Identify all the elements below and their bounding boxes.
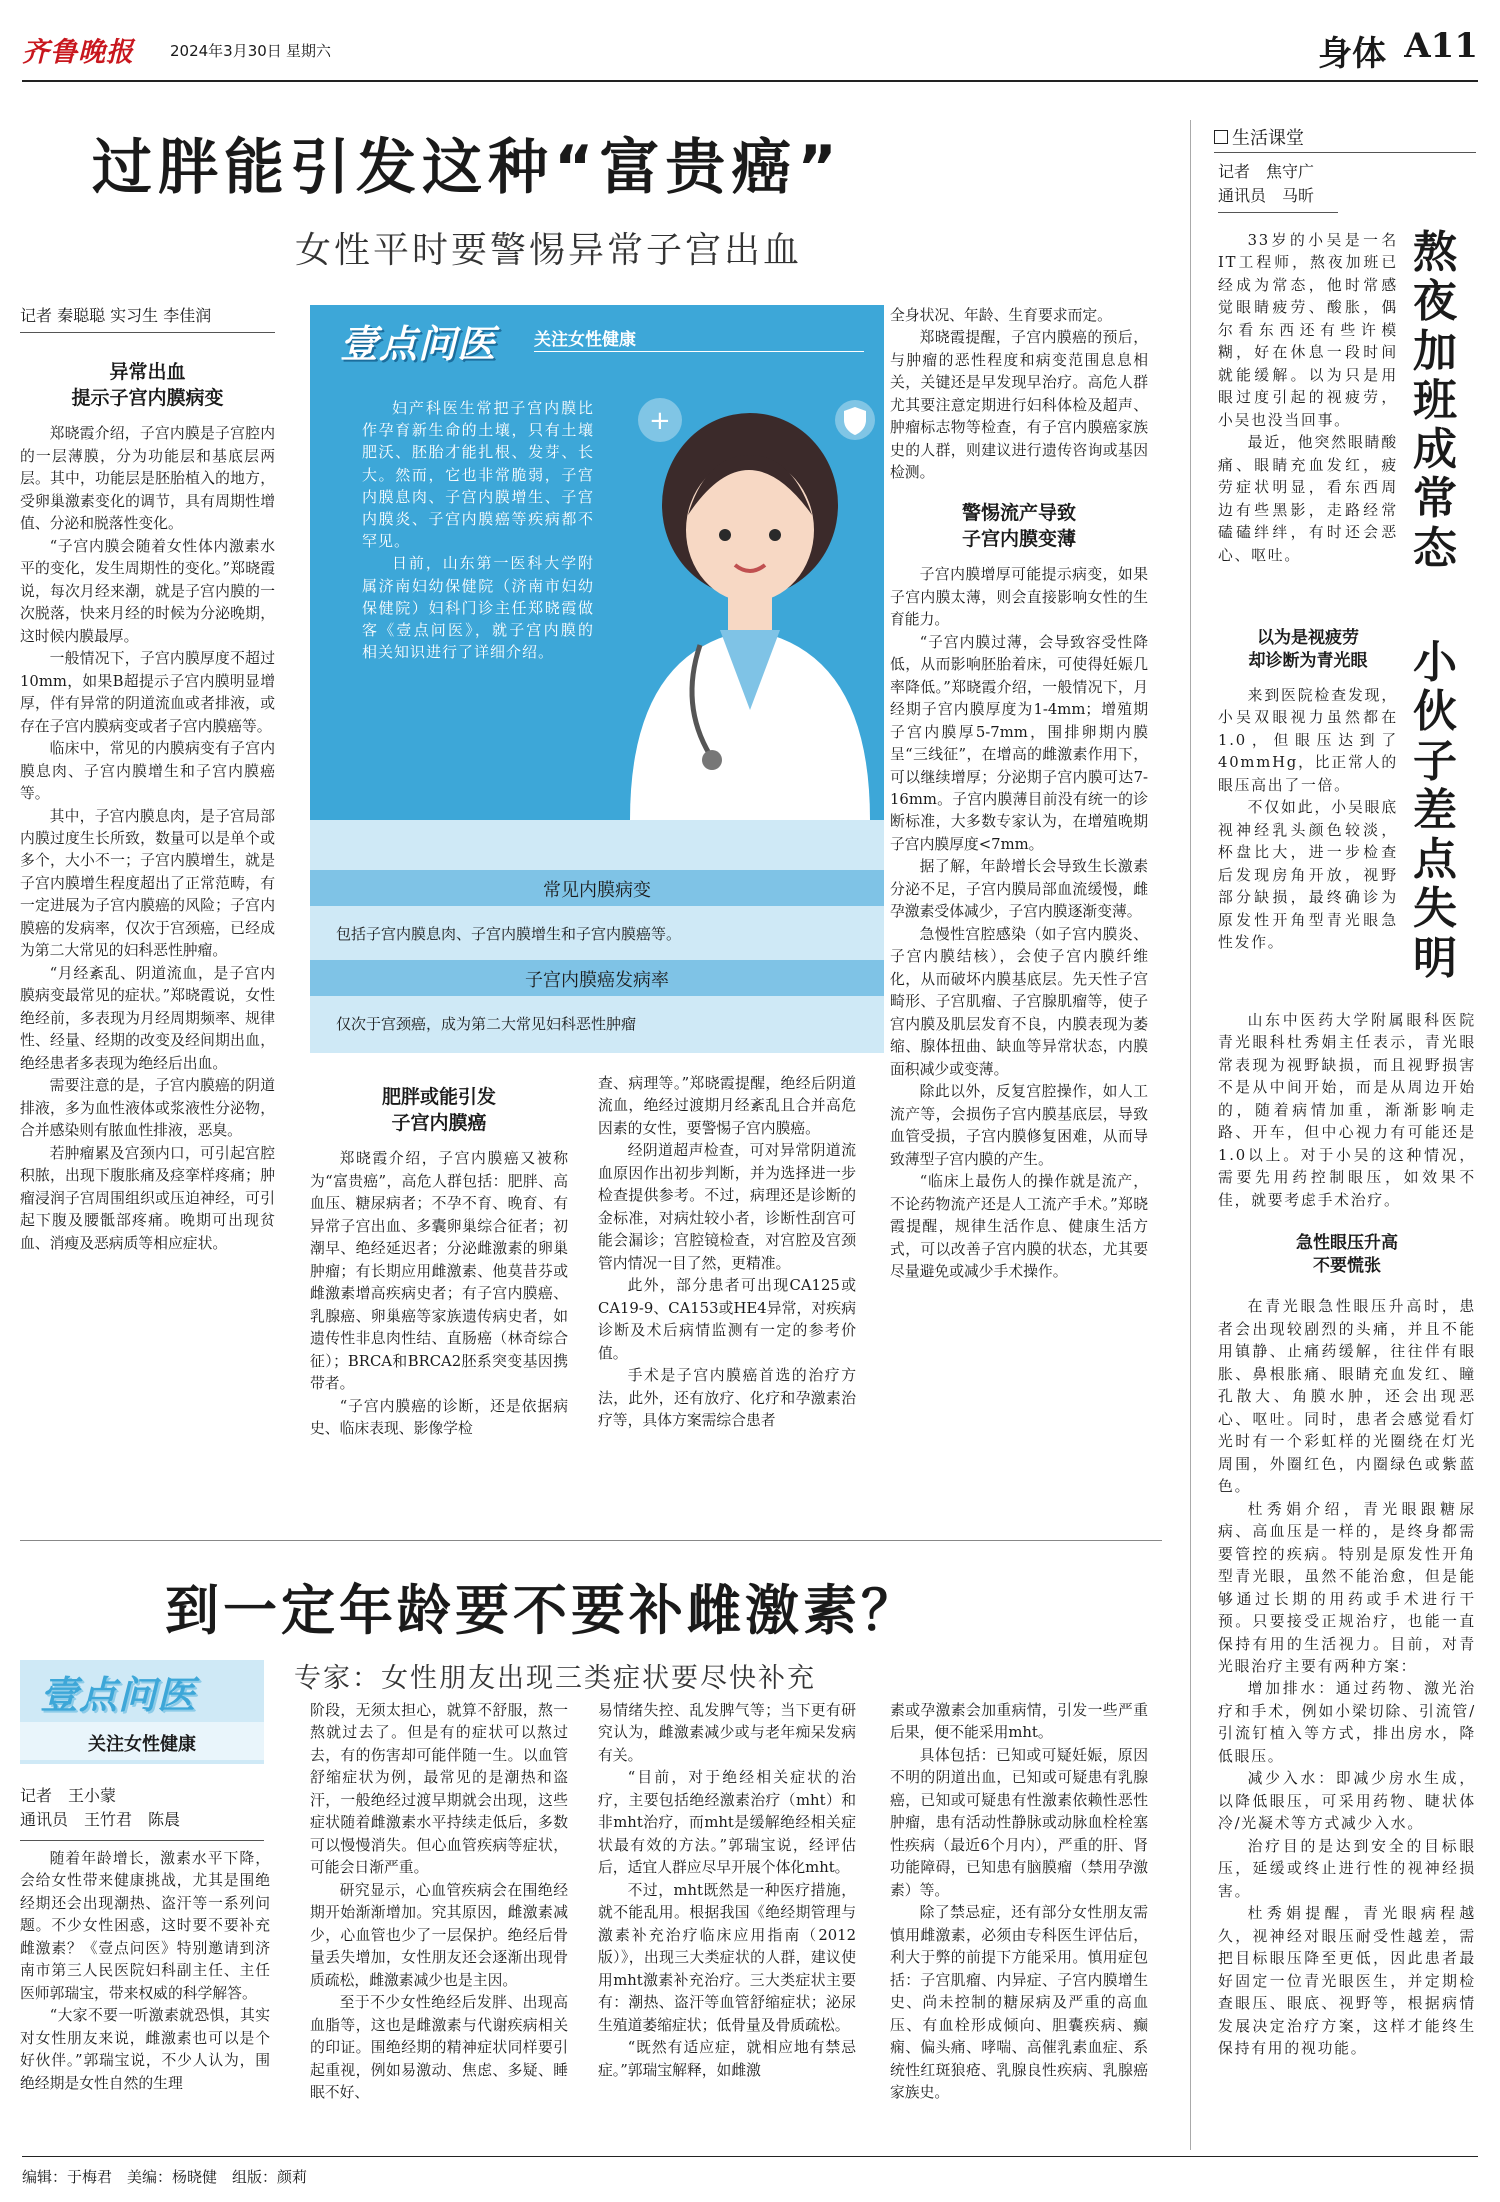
sidebar-divider [1190, 120, 1191, 2150]
paragraph: “月经紊乱、阴道流血，是子宫内膜病变最常见的症状。”郑晓霞说，女性绝经前，多表现为月经周期频率、规律性、经量、经期的改变及经间期出血，绝经患者多表现为绝经后出血。 [20, 964, 275, 1072]
paragraph: 急慢性宫腔感染（如子宫内膜炎、子宫内膜结核），会使子宫内膜纤维化，从而破坏内膜基底层。先天性子宫畸形、子宫肌瘤、子宫腺肌瘤等，使子宫内膜及肌层发育不良，内膜表现为萎缩、腺体扭曲、缺血等异常状态，内膜面积减少或变薄。 [890, 925, 1148, 1078]
article1-title: 过胖能引发这种“富贵癌” [92, 133, 843, 203]
box-intro [362, 397, 594, 663]
sidebar-title-2: 小 伙 子 差 点 失 明 [1413, 637, 1457, 984]
box-v2: 仅次于宫颈癌，成为第二大常见妇科恶性肿瘤 [336, 1015, 637, 1033]
paragraph: 具体包括：已知或可疑妊娠，原因不明的阴道出血，已知或可疑患有乳腺癌，已知或可疑患有性激素依赖性恶性肿瘤，患有活动性静脉或动脉血栓栓塞性疾病（最近6个月内），严重的肝、肾功能障碍，已知患有脑膜瘤（禁用孕激素）等。 [890, 1746, 1148, 1899]
article2-rule-top [20, 1540, 1162, 1541]
paragraph: 郑晓霞介绍，子宫内膜是子宫腔内的一层薄膜，分为功能层和基底层两层。其中，功能层是胚胎植入的地方，受卵巢激素变化的调节，具有周期性增值、分泌和脱落性变化。 [20, 425, 275, 533]
sidebar-tag-rule [1214, 152, 1476, 153]
info-box [310, 305, 884, 1053]
sidebar-paragraph: 杜秀娟提醒，青光眼病程越久，视神经对眼压耐受性越差，需把目标眼压降至更低，因此患者最好固定一位青光眼医生，并定期检查眼压、眼底、视野等，根据病情发展决定治疗方案，这样才能终生保持有用的视功能。 [1218, 1905, 1476, 2058]
masthead [22, 18, 1478, 76]
doctor-eye-left [719, 529, 731, 541]
sidebar-paragraph: 减少入水：即减少房水生成，以降低眼压，可采用药物、睫状体冷/光凝术等方式减少入水。 [1218, 1770, 1476, 1833]
box-banner: 壹点问医 [340, 322, 497, 366]
sidebar-paragraph: 不仅如此，小吴眼底视神经乳头颜色较淡，杯盘比大，进一步检查后发现房角开放，视野部分缺损，最终确诊为原发性开角型青光眼急性发作。 [1218, 799, 1398, 952]
sidebar-title-1: 熬 夜 加 班 成 常 态 [1413, 227, 1457, 574]
box-tag: 关注女性健康 [534, 330, 636, 350]
footer-credits: 编辑：于梅君 美编：杨晓健 组版：颜莉 [22, 2168, 308, 2186]
article1-col1 [20, 352, 275, 1532]
article2-subtitle: 专家：女性朋友出现三类症状要尽快补充 [294, 1663, 816, 1694]
article1-subhead-3: 警惕流产导致 子宫内膜变薄 [961, 501, 1076, 550]
sidebar-body [1218, 625, 1398, 1065]
article1-byline: 记者 秦聪聪 实习生 李佳润 [20, 306, 212, 325]
sidebar-byline-rule [1218, 212, 1338, 213]
sidebar-paragraph: 在青光眼急性眼压升高时，患者会出现较剧烈的头痛，并且不能用镇静、止痛药缓解，往往伴有眼胀、鼻根胀痛、眼睛充血发红、瞳孔散大、角膜水肿，还会出现恶心、呕吐。同时，患者会感觉看灯光时有一个彩虹样的光圈绕在灯光周围，外圈红色，内圈绿色或紫蓝色。 [1218, 1298, 1476, 1496]
paragraph: 若肿瘤累及宫颈内口，可引起宫腔积脓，出现下腹胀痛及痉挛样疼痛；肿瘤浸润子宫周围组织或压迫神经，可引起下腹及腰骶部疼痛。晚期可出现贫血、消瘦及恶病质等相应症状。 [20, 1144, 275, 1252]
sidebar-paragraph: 增加排水：通过药物、激光治疗和手术，例如小梁切除、引流管/引流钉植入等方式，排出房水，降低眼压。 [1218, 1680, 1476, 1765]
sidebar-byline: 记者 焦守广 通讯员 马昕 [1218, 162, 1315, 205]
article1-byline-rule [20, 332, 275, 333]
article1-col3 [598, 1073, 856, 1533]
sidebar-paragraph: 最近，他突然眼睛酸痛、眼睛充血发红，疲劳症状明显，看东西周边有些黑影，走路经常磕磕绊绊，有时还会恶心、呕吐。 [1218, 434, 1398, 564]
paragraph: 除了禁忌症，还有部分女性朋友需慎用雌激素，必须由专科医生评估后，利大于弊的前提下方能采用。慎用症包括：子宫肌瘤、内异症、子宫内膜增生史、尚未控制的糖尿病及严重的高血压、有血栓形成倾向、胆囊疾病、癫痫、偏头痛、哮喘、高催乳素血症、系统性红斑狼疮、乳腺良性疾病、乳腺癌家族史。 [890, 1904, 1148, 2102]
sidebar-p1 [1218, 230, 1398, 620]
paragraph: 至于不少女性绝经后发胖、出现高血脂等，这也是雌激素与代谢疾病相关的印证。围绝经期的精神症状同样要引起重视，例如易激动、焦虑、多疑、睡眠不好、 [310, 1994, 568, 2102]
article2-banner: 壹点问医 [40, 1673, 197, 1717]
paragraph: 阶段，无须太担心，就算不舒服，熬一熬就过去了。但是有的症状可以熬过去，有的伤害却可能伴随一生。以血管舒缩症状为例，最常见的是潮热和盗汗，一般绝经过渡早期就会出现，这些症状随着雌激素水平持续走低后，多数可以慢慢消失。但心血管疾病等症状，可能会日渐严重。 [310, 1702, 568, 1877]
paragraph: 素或孕激素会加重病情，引发一些严重后果，便不能采用mht。 [890, 1702, 1148, 1742]
paragraph: “既然有适应症，就相应地有禁忌症。”郭瑞宝解释，如雌激 [598, 2039, 856, 2079]
paragraph: 其中，子宫内膜息肉，是子宫局部内膜过度生长所致，数量可以是单个或多个，大小不一；子宫内膜增生，就是子宫内膜增生程度超出了正常范畴，有一定进展为子宫内膜癌的风险；子宫内膜癌的发病率，仅次于宫颈癌，已经成为第二大常见的妇科恶性肿瘤。 [20, 807, 275, 960]
paragraph: 全身状况、年龄、生育要求而定。 [890, 307, 1112, 324]
paragraph: 据了解，年龄增长会导致生长激素分泌不足，子宫内膜局部血流缓慢，雌孕激素受体减少，子宫内膜逐渐变薄。 [890, 858, 1148, 921]
box-k2: 子宫内膜癌发病率 [525, 970, 669, 991]
doctor-eye-right [769, 529, 781, 541]
paragraph: 此外，部分患者可出现CA125或CA19-9、CA153或HE4异常，对疾病诊断及术后病情监测有一定的参考价值。 [598, 1277, 856, 1362]
article1-col2 [310, 1085, 568, 1535]
paragraph: “目前，对于绝经相关症状的治疗，主要包括绝经激素治疗（mht）和非mht治疗，而mht是缓解绝经相关症状最有效的方法。”郭瑞宝说，经评估后，适宜人群应尽早开展个体化mht。 [598, 1769, 856, 1877]
doctor-illustration [600, 365, 884, 820]
article2-badge [20, 1660, 264, 1764]
paragraph: “子宫内膜过薄，会导致容受性降低，从而影响胚胎着床，可使得妊娠几率降低。”郑晓霞介绍，一般情况下，月经期子宫内膜厚度为1-4mm；增殖期子宫内膜厚5-7mm，围排卵期内膜呈“三线征”，在增高的雌激素作用下，可以继续增厚；分泌期子宫内膜可达7-16mm。子宫内膜薄目前没有统一的诊断标准，大多数专家认为，在增殖晚期子宫内膜厚度<7mm。 [890, 633, 1148, 853]
sidebar-subhead-1: 以为是视疲劳 却诊断为青光眼 [1248, 628, 1368, 671]
box-v1: 包括子宫内膜息肉、子宫内膜增生和子宫内膜癌等。 [336, 925, 682, 943]
issue-weekday: 星期六 [286, 42, 332, 60]
article2-title: 到一定年龄要不要补雌激素？ [165, 1579, 919, 1642]
sidebar-paragraph: 来到医院检查发现，小吴双眼视力虽然都在1.0，但眼压达到了40mmHg，比正常人的眼压高出了一倍。 [1218, 686, 1398, 794]
paragraph: 查、病理等。”郑晓霞提醒，绝经后阴道流血，绝经过渡期月经紊乱且合并高危因素的女性，要警惕子宫内膜癌。 [598, 1075, 856, 1137]
paragraph: “子宫内膜会随着女性体内激素水平的变化，发生周期性的变化。”郑晓霞说，每次月经来潮，就是子宫内膜的一次脱落，快来月经的时候为分泌晚期，这时候内膜最厚。 [20, 537, 275, 645]
paragraph: 除此以外，反复宫腔操作，如人工流产等，会损伤子宫内膜基底层，导致血管受损，子宫内膜修复困难，从而导致薄型子宫内膜的产生。 [890, 1083, 1148, 1168]
paragraph: 需要注意的是，子宫内膜癌的阴道排液，多为血性液体或浆液性分泌物，合并感染则有脓血性排液，恶臭。 [20, 1077, 275, 1140]
paragraph: “子宫内膜癌的诊断，还是依据病史、临床表现、影像学检 [310, 1397, 568, 1438]
article1-subhead-2: 肥胖或能引发 子宫内膜癌 [381, 1086, 496, 1134]
paragraph: 郑晓霞介绍，子宫内膜癌又被称为“富贵癌”，高危人群包括：肥胖、高血压、糖尿病者；不孕不育、晚育、有异常子宫出血、多囊卵巢综合征者；初潮早、绝经延迟者；分泌雌激素的卵巢肿瘤；有长期应用雌激素、他莫昔芬或雌激素增高疾病史者；有子宫内膜癌、乳腺癌、卵巢癌等家族遗传病史者，如遗传性非息肉性结、直肠癌（林奇综合征）；BRCA和BRCA2胚系突变基因携带者。 [310, 1150, 568, 1393]
paragraph: “大家不要一听激素就恐惧，其实对女性朋友来说，雌激素也可以是个好伙伴。”郭瑞宝说，不少人认为，围绝经期是女性自然的生理 [20, 2007, 270, 2092]
paragraph: 易情绪失控、乱发脾气等；当下更有研究认为，雌激素减少或与老年痴呆发病有关。 [598, 1702, 856, 1764]
box-intro-paragraph: 妇产科医生常把子宫内膜比作孕育新生命的土壤，只有土壤肥沃、胚胎才能扎根、发芽、长大。然而，它也非常脆弱，子宫内膜息肉、子宫内膜增生、子宫内膜炎、子宫内膜癌等疾病都不罕见。 [362, 399, 594, 551]
box-intro-paragraph: 日前，山东第一医科大学附属济南妇幼保健院（济南市妇幼保健院）妇科门诊主任郑晓霞做客《壹点问医》，就子宫内膜的相关知识进行了详细介绍。 [362, 554, 594, 662]
article2-col1 [20, 1848, 270, 2148]
article2-col4 [890, 1700, 1148, 2148]
paragraph: 研究显示，心血管疾病会在围绝经期开始渐渐增加。究其原因，雌激素减少，心血管也少了一层保护。绝经后骨量丢失增加，女性朋友还会逐渐出现骨质疏松，雌激素减少也是主因。 [310, 1881, 568, 1989]
masthead-rule [22, 80, 1478, 82]
section-name: 身体 [1318, 34, 1386, 74]
paragraph: 郑晓霞提醒，子宫内膜癌的预后，与肿瘤的恶性程度和病变范围息息相关，关键还是早发现早治疗。高危人群尤其要注意定期进行妇科体检及超声、肿瘤标志物等检查，有子宫内膜癌家族史的人群，则建议进行遗传咨询或基因检测。 [890, 329, 1148, 482]
box-k1: 常见内膜病变 [543, 880, 651, 901]
paragraph: 临床中，常见的内膜病变有子宫内膜息肉、子宫内膜增生和子宫内膜癌等。 [20, 740, 275, 803]
box-tag-underline [534, 351, 864, 352]
paragraph: 不过，mht既然是一种医疗措施，就不能乱用。根据我国《绝经期管理与激素补充治疗临床应用指南（2012版）》，出现三大类症状的人群，建议使用mht激素补充治疗。三大类症状主要有：潮热、盗汗等血管舒缩症状；泌尿生殖道萎缩症状；低骨量及骨质疏松。 [598, 1881, 856, 2034]
paragraph: 一般情况下，子宫内膜厚度不超过10mm，如果B超提示子宫内膜明显增厚，伴有异常的阴道流血或者排液，或存在子宫内膜病变或者子宫内膜癌等。 [20, 650, 275, 735]
paragraph: 随着年龄增长，激素水平下降，会给女性带来健康挑战，尤其是围绝经期还会出现潮热、盗汗等一系列问题。不少女性困惑，这时要不要补充雌激素？《壹点问医》特别邀请到济南市第三人民医院妇科副主任、主任医师郭瑞宝，带来权威的科学解答。 [20, 1850, 270, 2002]
paragraph: 手术是子宫内膜癌首选的治疗方法，此外，还有放疗、化疗和孕激素治疗等，具体方案需综合患者 [598, 1367, 856, 1430]
sidebar-body-wide [1218, 1010, 1476, 2150]
article2-byline-rule [20, 1840, 264, 1841]
article2-tag: 关注女性健康 [88, 1734, 196, 1755]
paper-logo: 齐鲁晚报 [22, 37, 134, 68]
doctor-neck [728, 590, 772, 630]
plus-glyph: + [649, 406, 671, 436]
article1-subhead-1: 异常出血 提示子宫内膜病变 [71, 361, 224, 409]
sidebar-tag: 生活课堂 [1232, 128, 1304, 149]
paragraph: 子宫内膜增厚可能提示病变，如果子宫内膜太薄，则会直接影响女性的生育能力。 [890, 566, 1148, 629]
paragraph: “临床上最伤人的操作就是流产，不论药物流产还是人工流产手术。”郑晓霞提醒，规律生活作息、健康生活方式，可以改善子宫内膜的状态，尤其要尽量避免或减少手术操作。 [890, 1173, 1148, 1281]
sidebar-paragraph: 杜秀娟介绍，青光眼跟糖尿病、高血压是一样的，是终身都需要管控的疾病。特别是原发性开角型青光眼，虽然不能治愈，但是能够通过长期的用药或手术进行干预。只要接受正规治疗，也能一直保持有用的生活视力。目前，对青光眼治疗主要有两种方案： [1218, 1500, 1476, 1675]
sidebar-paragraph: 33岁的小吴是一名IT工程师，熬夜加班已经成为常态，他时常感觉眼睛疲劳、酸胀，偶尔看东西还有些许模糊，好在休息一段时间就能缓解。以为只是用眼过度引起的视疲劳，小吴也没当回事。 [1218, 232, 1398, 429]
sidebar-tag-box [1214, 130, 1228, 144]
stethoscope-head [702, 750, 722, 770]
article1-subtitle: 女性平时要警惕异常子宫出血 [295, 230, 803, 271]
issue-date: 2024年3月30日 [170, 42, 282, 60]
sidebar-paragraph: 山东中医药大学附属眼科医院青光眼科杜秀娟主任表示，青光眼常表现为视野缺损，而且视野损害不是从中间开始，而是从周边开始的，随着病情加重，渐渐影响走路、开车，但中心视力有可能还是1.0以上。对于小吴的这种情况，需要先用药控制眼压，如效果不佳，就要考虑手术治疗。 [1218, 1012, 1476, 1209]
sidebar-paragraph: 治疗目的是达到安全的目标眼压，延缓或终止进行性的视神经损害。 [1218, 1837, 1476, 1900]
sidebar-subhead-2: 急性眼压升高 不要慌张 [1296, 1233, 1398, 1277]
article2-byline: 记者 王小蒙 通讯员 王竹君 陈晨 [20, 1786, 181, 1829]
paragraph: 经阴道超声检查，可对异常阴道流血原因作出初步判断，并为选择进一步检查提供参考。不过，病理还是诊断的金标准，对病灶较小者，诊断性刮宫可能会漏诊；宫腔镜检查，对宫腔及宫颈管内情况一目了然，更精准。 [598, 1142, 856, 1272]
footer-rule [22, 2156, 1478, 2157]
article2-col2 [310, 1700, 568, 2148]
page-number: A11 [1404, 26, 1478, 66]
article1-col4 [890, 305, 1148, 1533]
article2-col3 [598, 1700, 856, 2148]
